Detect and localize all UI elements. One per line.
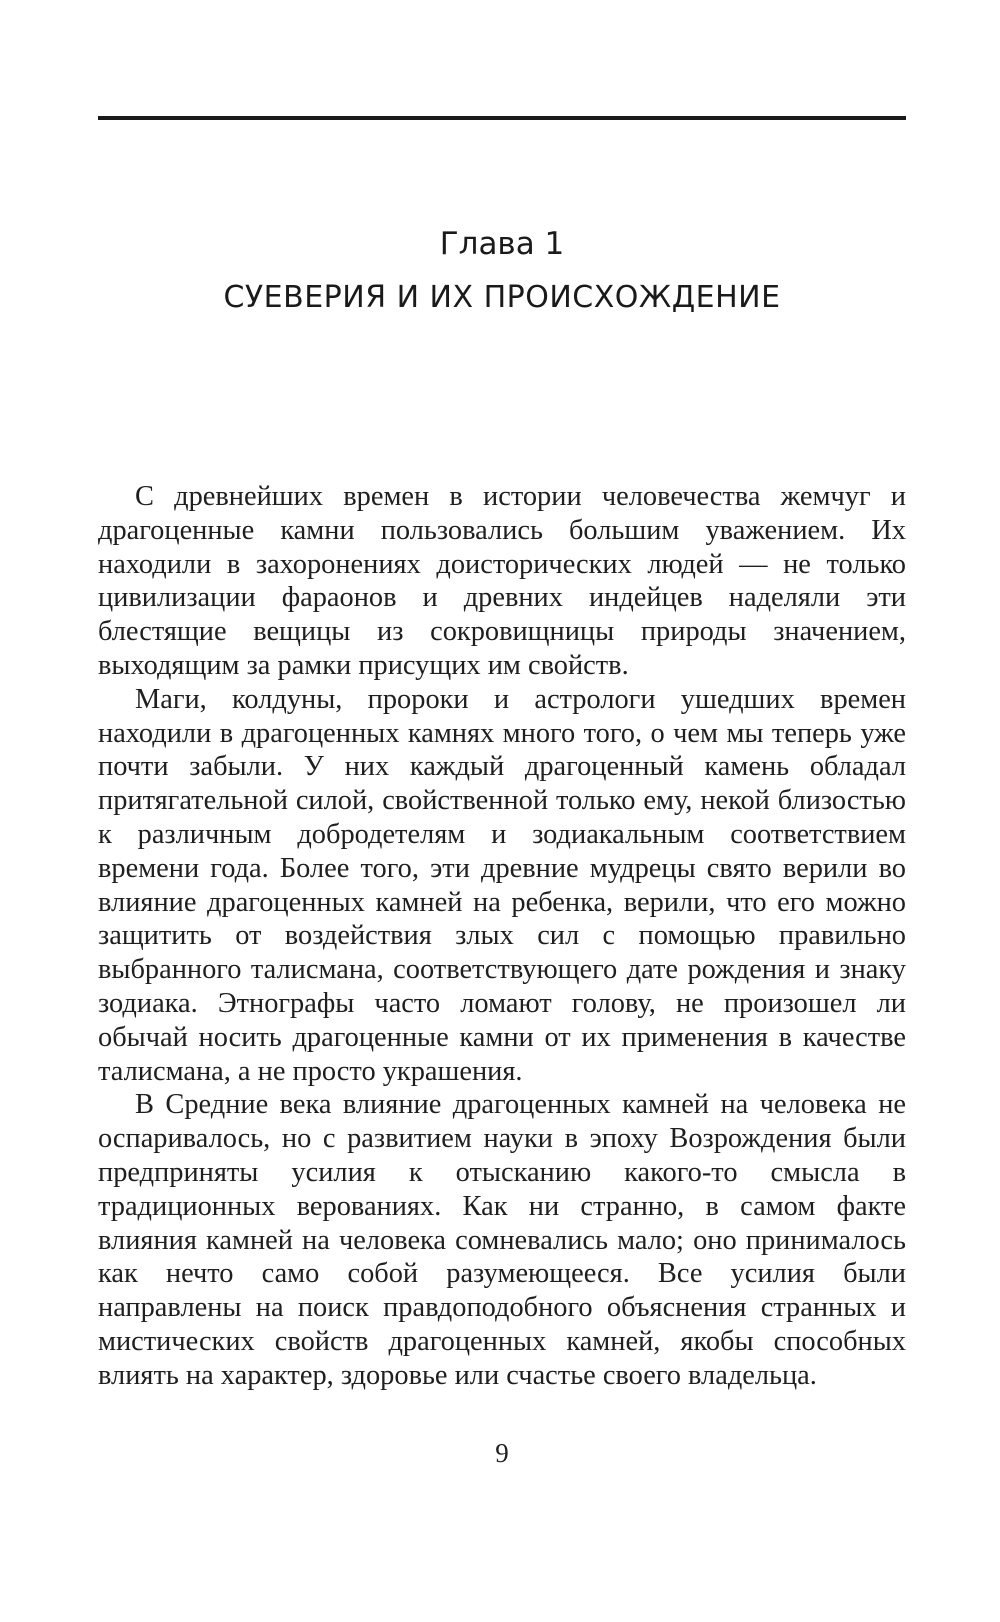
paragraph-2: Маги, колдуны, пророки и астрологи ушедших времен находили в драгоценных камнях много того, о чем мы теперь уже почти забыли. У них каждый драгоценный камень обладал притягательной силой, свойственной только ему, некой близостью к различным добродетелям и зодиакальным соответствием времени года. Более того, эти древние мудрецы свято верили во влияние драгоценных камней на ребенка, верили, что его можно защитить от воздействия злых сил с помощью правильно выбранного талисмана, соответствующего дате рождения и знаку зодиака. Этнографы часто ломают голову, не произошел ли обычай носить драгоценные камни от их применения в качестве талисмана, а не просто украшения. [98,683,906,1087]
paragraph-1: С древнейших времен в истории человечества жемчуг и драгоценные камни пользовались большим уважением. Их находили в захоронениях доисторических людей — не только цивилизации фараонов и древних индейцев наделяли эти блестящие вещицы из сокровищницы природы значением, выходящим за рамки присущих им свойств. [98,481,906,681]
top-rule-divider [98,116,906,120]
page-number: 9 [495,1438,509,1468]
paragraph-3: В Средние века влияние драгоценных камней на человека не оспаривалось, но с развитием науки в эпоху Возрождения были предприняты усилия к отысканию какого-то смысла в традиционных верованиях. Как ни странно, в самом факте влияния камней на человека сомневались мало; оно принималось как нечто само собой разумеющееся. Все усилия были направлены на поиск правдоподобного объяснения странных и мистических свойств драгоценных камней, якобы способных влиять на характер, здоровье или счастье своего владельца. [98,1089,906,1391]
chapter-title: СУЕВЕРИЯ И ИХ ПРОИСХОЖДЕНИЕ [223,280,781,315]
body-text [98,480,906,1393]
chapter-label: Глава 1 [439,226,565,262]
